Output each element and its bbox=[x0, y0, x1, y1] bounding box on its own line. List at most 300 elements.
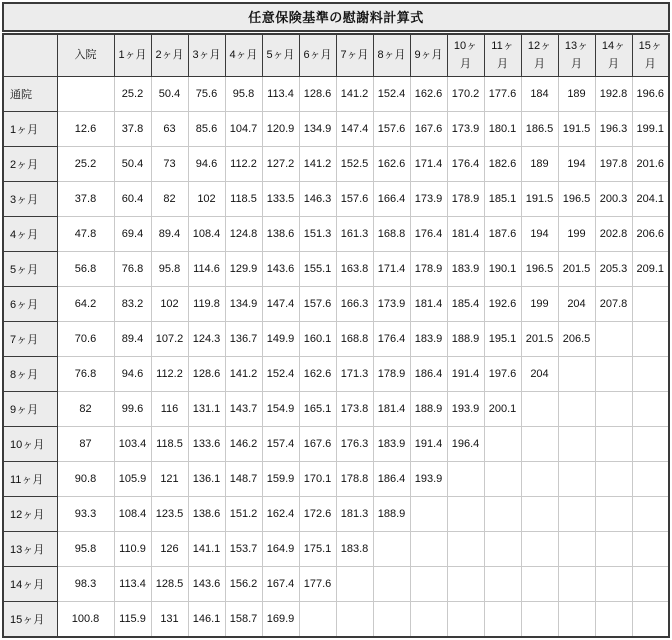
table-cell bbox=[447, 532, 484, 567]
table-cell: 192.8 bbox=[595, 77, 632, 112]
table-cell bbox=[57, 77, 114, 112]
table-cell: 167.4 bbox=[262, 567, 299, 602]
table-cell: 107.2 bbox=[151, 322, 188, 357]
table-cell bbox=[632, 497, 669, 532]
table-cell: 121 bbox=[151, 462, 188, 497]
table-cell bbox=[521, 532, 558, 567]
table-cell: 110.9 bbox=[114, 532, 151, 567]
table-cell: 188.9 bbox=[447, 322, 484, 357]
table-cell: 141.2 bbox=[225, 357, 262, 392]
table-cell: 123.5 bbox=[151, 497, 188, 532]
table-cell bbox=[632, 322, 669, 357]
table-cell: 162.4 bbox=[262, 497, 299, 532]
table-cell: 207.8 bbox=[595, 287, 632, 322]
table-cell: 87 bbox=[57, 427, 114, 462]
table-cell: 73 bbox=[151, 147, 188, 182]
table-cell: 164.9 bbox=[262, 532, 299, 567]
table-cell bbox=[336, 567, 373, 602]
table-cell: 204 bbox=[521, 357, 558, 392]
table-cell: 152.4 bbox=[373, 77, 410, 112]
table-cell bbox=[632, 287, 669, 322]
table-cell: 93.3 bbox=[57, 497, 114, 532]
table-cell bbox=[484, 497, 521, 532]
row-label-13: 13ヶ月 bbox=[3, 532, 57, 567]
table-cell: 56.8 bbox=[57, 252, 114, 287]
table-cell bbox=[595, 567, 632, 602]
table-cell: 170.2 bbox=[447, 77, 484, 112]
table-cell: 178.9 bbox=[373, 357, 410, 392]
table-cell: 82 bbox=[151, 182, 188, 217]
column-header-1: 1ヶ月 bbox=[114, 34, 151, 77]
table-cell: 187.6 bbox=[484, 217, 521, 252]
table-cell: 102 bbox=[188, 182, 225, 217]
table-cell: 196.5 bbox=[558, 182, 595, 217]
row-label-14: 14ヶ月 bbox=[3, 567, 57, 602]
table-cell: 149.9 bbox=[262, 322, 299, 357]
column-header-11: 11ヶ月 bbox=[484, 34, 521, 77]
table-cell: 176.4 bbox=[447, 147, 484, 182]
table-cell: 116 bbox=[151, 392, 188, 427]
table-cell bbox=[558, 532, 595, 567]
table-cell: 157.6 bbox=[299, 287, 336, 322]
table-cell: 104.7 bbox=[225, 112, 262, 147]
table-cell: 143.6 bbox=[262, 252, 299, 287]
row-label-3: 3ヶ月 bbox=[3, 182, 57, 217]
column-header-7: 7ヶ月 bbox=[336, 34, 373, 77]
table-cell: 147.4 bbox=[336, 112, 373, 147]
column-header-0: 入院 bbox=[57, 34, 114, 77]
table-cell bbox=[558, 357, 595, 392]
table-cell: 94.6 bbox=[114, 357, 151, 392]
table-row-1 bbox=[3, 112, 669, 147]
table-cell: 95.8 bbox=[225, 77, 262, 112]
table-cell: 50.4 bbox=[114, 147, 151, 182]
table-cell: 138.6 bbox=[188, 497, 225, 532]
table-cell: 141.2 bbox=[336, 77, 373, 112]
table-cell: 155.1 bbox=[299, 252, 336, 287]
table-cell bbox=[447, 602, 484, 638]
table-cell: 85.6 bbox=[188, 112, 225, 147]
table-cell: 170.1 bbox=[299, 462, 336, 497]
table-cell: 172.6 bbox=[299, 497, 336, 532]
column-header-2: 2ヶ月 bbox=[151, 34, 188, 77]
table-cell: 171.3 bbox=[336, 357, 373, 392]
table-cell: 89.4 bbox=[114, 322, 151, 357]
table-cell bbox=[521, 602, 558, 638]
table-cell: 134.9 bbox=[299, 112, 336, 147]
table-cell bbox=[595, 497, 632, 532]
table-cell: 191.4 bbox=[410, 427, 447, 462]
table-cell: 183.8 bbox=[336, 532, 373, 567]
table-cell bbox=[595, 357, 632, 392]
table-cell: 183.9 bbox=[410, 322, 447, 357]
table-cell bbox=[484, 532, 521, 567]
table-cell: 25.2 bbox=[57, 147, 114, 182]
table-cell bbox=[447, 462, 484, 497]
row-label-15: 15ヶ月 bbox=[3, 602, 57, 638]
table-cell: 112.2 bbox=[225, 147, 262, 182]
row-label-10: 10ヶ月 bbox=[3, 427, 57, 462]
table-cell: 138.6 bbox=[262, 217, 299, 252]
table-cell: 191.5 bbox=[558, 112, 595, 147]
table-cell: 197.8 bbox=[595, 147, 632, 182]
table-cell: 201.5 bbox=[558, 252, 595, 287]
table-cell bbox=[632, 462, 669, 497]
table-cell: 108.4 bbox=[114, 497, 151, 532]
table-cell: 199.1 bbox=[632, 112, 669, 147]
row-label-6: 6ヶ月 bbox=[3, 287, 57, 322]
table-cell: 176.3 bbox=[336, 427, 373, 462]
table-cell: 200.3 bbox=[595, 182, 632, 217]
table-cell: 99.6 bbox=[114, 392, 151, 427]
table-cell: 173.9 bbox=[373, 287, 410, 322]
table-cell bbox=[595, 322, 632, 357]
table-cell: 157.4 bbox=[262, 427, 299, 462]
row-label-1: 1ヶ月 bbox=[3, 112, 57, 147]
table-cell bbox=[447, 567, 484, 602]
table-cell: 177.6 bbox=[484, 77, 521, 112]
table-cell: 168.8 bbox=[336, 322, 373, 357]
table-cell: 206.6 bbox=[632, 217, 669, 252]
table-title: 任意保険基準の慰謝料計算式 bbox=[2, 2, 670, 32]
table-cell: 131 bbox=[151, 602, 188, 638]
table-cell: 50.4 bbox=[151, 77, 188, 112]
table-cell: 82 bbox=[57, 392, 114, 427]
table-cell: 181.4 bbox=[447, 217, 484, 252]
table-row-3 bbox=[3, 182, 669, 217]
table-cell: 129.9 bbox=[225, 252, 262, 287]
column-header-13: 13ヶ月 bbox=[558, 34, 595, 77]
table-cell bbox=[484, 567, 521, 602]
table-cell: 157.6 bbox=[373, 112, 410, 147]
table-cell: 118.5 bbox=[151, 427, 188, 462]
table-cell: 196.3 bbox=[595, 112, 632, 147]
table-row-8 bbox=[3, 357, 669, 392]
table-cell: 209.1 bbox=[632, 252, 669, 287]
table-cell: 184 bbox=[521, 77, 558, 112]
column-header-9: 9ヶ月 bbox=[410, 34, 447, 77]
table-cell: 162.6 bbox=[299, 357, 336, 392]
table-cell: 158.7 bbox=[225, 602, 262, 638]
table-cell: 204.1 bbox=[632, 182, 669, 217]
table-cell: 171.4 bbox=[410, 147, 447, 182]
row-label-9: 9ヶ月 bbox=[3, 392, 57, 427]
table-cell: 127.2 bbox=[262, 147, 299, 182]
table-cell: 143.6 bbox=[188, 567, 225, 602]
table-cell: 47.8 bbox=[57, 217, 114, 252]
table-cell bbox=[632, 357, 669, 392]
table-row-15 bbox=[3, 602, 669, 638]
table-cell: 171.4 bbox=[373, 252, 410, 287]
table-cell: 12.6 bbox=[57, 112, 114, 147]
table-cell bbox=[632, 427, 669, 462]
table-cell bbox=[373, 532, 410, 567]
table-cell: 128.6 bbox=[188, 357, 225, 392]
table-cell: 165.1 bbox=[299, 392, 336, 427]
row-label-2: 2ヶ月 bbox=[3, 147, 57, 182]
table-cell: 136.1 bbox=[188, 462, 225, 497]
table-cell: 146.3 bbox=[299, 182, 336, 217]
table-cell bbox=[595, 392, 632, 427]
table-cell: 63 bbox=[151, 112, 188, 147]
table-cell: 76.8 bbox=[57, 357, 114, 392]
table-cell: 202.8 bbox=[595, 217, 632, 252]
table-cell: 160.1 bbox=[299, 322, 336, 357]
table-cell: 95.8 bbox=[57, 532, 114, 567]
table-cell: 173.9 bbox=[410, 182, 447, 217]
table-cell: 196.4 bbox=[447, 427, 484, 462]
table-cell bbox=[632, 532, 669, 567]
table-cell: 178.8 bbox=[336, 462, 373, 497]
table-cell: 94.6 bbox=[188, 147, 225, 182]
table-cell bbox=[447, 497, 484, 532]
table-cell: 192.6 bbox=[484, 287, 521, 322]
table-cell: 133.6 bbox=[188, 427, 225, 462]
table-cell: 131.1 bbox=[188, 392, 225, 427]
table-cell bbox=[632, 602, 669, 638]
table-cell: 151.3 bbox=[299, 217, 336, 252]
table-cell: 37.8 bbox=[57, 182, 114, 217]
table-cell: 133.5 bbox=[262, 182, 299, 217]
table-cell: 201.5 bbox=[521, 322, 558, 357]
table-cell bbox=[336, 602, 373, 638]
table-cell: 64.2 bbox=[57, 287, 114, 322]
table-cell: 118.5 bbox=[225, 182, 262, 217]
table-cell: 163.8 bbox=[336, 252, 373, 287]
table-row-9 bbox=[3, 392, 669, 427]
table-cell: 194 bbox=[558, 147, 595, 182]
table-cell: 199 bbox=[558, 217, 595, 252]
table-cell: 136.7 bbox=[225, 322, 262, 357]
table-cell bbox=[558, 497, 595, 532]
table-row-13 bbox=[3, 532, 669, 567]
table-cell: 189 bbox=[521, 147, 558, 182]
table-cell bbox=[484, 427, 521, 462]
header-row bbox=[3, 34, 669, 77]
table-cell: 114.6 bbox=[188, 252, 225, 287]
table-cell: 185.1 bbox=[484, 182, 521, 217]
table-row-2 bbox=[3, 147, 669, 182]
table-cell bbox=[373, 567, 410, 602]
table-cell: 176.4 bbox=[410, 217, 447, 252]
table-cell: 146.1 bbox=[188, 602, 225, 638]
row-label-7: 7ヶ月 bbox=[3, 322, 57, 357]
table-cell: 177.6 bbox=[299, 567, 336, 602]
table-cell: 112.2 bbox=[151, 357, 188, 392]
table-cell: 102 bbox=[151, 287, 188, 322]
table-row-5 bbox=[3, 252, 669, 287]
table-cell: 98.3 bbox=[57, 567, 114, 602]
table-cell: 167.6 bbox=[299, 427, 336, 462]
table-cell: 173.9 bbox=[447, 112, 484, 147]
table-cell: 126 bbox=[151, 532, 188, 567]
column-header-3: 3ヶ月 bbox=[188, 34, 225, 77]
table-cell: 75.6 bbox=[188, 77, 225, 112]
row-label-0: 通院 bbox=[3, 77, 57, 112]
table-cell: 183.9 bbox=[447, 252, 484, 287]
table-cell: 190.1 bbox=[484, 252, 521, 287]
table-cell bbox=[595, 462, 632, 497]
table-cell bbox=[410, 567, 447, 602]
column-header-10: 10ヶ月 bbox=[447, 34, 484, 77]
table-cell: 188.9 bbox=[373, 497, 410, 532]
column-header-8: 8ヶ月 bbox=[373, 34, 410, 77]
table-cell: 178.9 bbox=[410, 252, 447, 287]
table-cell: 169.9 bbox=[262, 602, 299, 638]
table-cell: 70.6 bbox=[57, 322, 114, 357]
table-body bbox=[3, 77, 669, 638]
table-cell: 113.4 bbox=[262, 77, 299, 112]
table-cell: 146.2 bbox=[225, 427, 262, 462]
table-cell: 182.6 bbox=[484, 147, 521, 182]
table-cell: 115.9 bbox=[114, 602, 151, 638]
table-cell: 168.8 bbox=[373, 217, 410, 252]
table-cell bbox=[558, 462, 595, 497]
table-cell: 154.9 bbox=[262, 392, 299, 427]
table-cell bbox=[632, 567, 669, 602]
table-cell: 186.5 bbox=[521, 112, 558, 147]
column-header-14: 14ヶ月 bbox=[595, 34, 632, 77]
table-cell bbox=[484, 602, 521, 638]
table-cell: 60.4 bbox=[114, 182, 151, 217]
table-cell bbox=[521, 567, 558, 602]
row-label-12: 12ヶ月 bbox=[3, 497, 57, 532]
column-header-12: 12ヶ月 bbox=[521, 34, 558, 77]
table-cell: 206.5 bbox=[558, 322, 595, 357]
row-label-5: 5ヶ月 bbox=[3, 252, 57, 287]
table-row-0 bbox=[3, 77, 669, 112]
table-cell: 181.4 bbox=[373, 392, 410, 427]
table-cell: 195.1 bbox=[484, 322, 521, 357]
table-row-12 bbox=[3, 497, 669, 532]
table-cell: 119.8 bbox=[188, 287, 225, 322]
table-cell: 113.4 bbox=[114, 567, 151, 602]
table-cell: 186.4 bbox=[410, 357, 447, 392]
table-cell: 196.5 bbox=[521, 252, 558, 287]
table-cell: 193.9 bbox=[447, 392, 484, 427]
table-cell bbox=[521, 427, 558, 462]
table-cell: 151.2 bbox=[225, 497, 262, 532]
table-cell bbox=[521, 392, 558, 427]
table-cell: 152.4 bbox=[262, 357, 299, 392]
table-cell: 69.4 bbox=[114, 217, 151, 252]
table-cell: 191.4 bbox=[447, 357, 484, 392]
table-cell: 124.8 bbox=[225, 217, 262, 252]
table-cell: 100.8 bbox=[57, 602, 114, 638]
table-cell: 188.9 bbox=[410, 392, 447, 427]
table-cell: 181.3 bbox=[336, 497, 373, 532]
table-cell: 105.9 bbox=[114, 462, 151, 497]
row-label-4: 4ヶ月 bbox=[3, 217, 57, 252]
table-cell bbox=[558, 602, 595, 638]
table-cell: 196.6 bbox=[632, 77, 669, 112]
table-cell: 166.3 bbox=[336, 287, 373, 322]
table-cell: 183.9 bbox=[373, 427, 410, 462]
table-cell bbox=[410, 497, 447, 532]
table-cell: 95.8 bbox=[151, 252, 188, 287]
table-cell bbox=[521, 497, 558, 532]
row-label-11: 11ヶ月 bbox=[3, 462, 57, 497]
table-cell: 181.4 bbox=[410, 287, 447, 322]
row-label-8: 8ヶ月 bbox=[3, 357, 57, 392]
table-cell: 162.6 bbox=[373, 147, 410, 182]
table-cell: 90.8 bbox=[57, 462, 114, 497]
corner-cell bbox=[3, 34, 57, 77]
table-cell: 173.8 bbox=[336, 392, 373, 427]
table-cell: 157.6 bbox=[336, 182, 373, 217]
table-cell bbox=[595, 427, 632, 462]
table-cell bbox=[595, 602, 632, 638]
table-row-10 bbox=[3, 427, 669, 462]
table-cell bbox=[595, 532, 632, 567]
table-cell bbox=[299, 602, 336, 638]
table-cell: 185.4 bbox=[447, 287, 484, 322]
table-cell: 120.9 bbox=[262, 112, 299, 147]
table-row-4 bbox=[3, 217, 669, 252]
table-cell: 147.4 bbox=[262, 287, 299, 322]
table-header bbox=[3, 34, 669, 77]
table-cell: 148.7 bbox=[225, 462, 262, 497]
table-cell: 180.1 bbox=[484, 112, 521, 147]
table-cell: 199 bbox=[521, 287, 558, 322]
table-cell: 37.8 bbox=[114, 112, 151, 147]
table-row-14 bbox=[3, 567, 669, 602]
compensation-table bbox=[2, 33, 670, 638]
table-cell bbox=[373, 602, 410, 638]
table-cell: 201.6 bbox=[632, 147, 669, 182]
table-cell: 205.3 bbox=[595, 252, 632, 287]
table-row-7 bbox=[3, 322, 669, 357]
column-header-6: 6ヶ月 bbox=[299, 34, 336, 77]
table-cell: 141.2 bbox=[299, 147, 336, 182]
table-cell: 153.7 bbox=[225, 532, 262, 567]
table-cell: 178.9 bbox=[447, 182, 484, 217]
table-cell bbox=[410, 602, 447, 638]
table-cell: 134.9 bbox=[225, 287, 262, 322]
table-cell: 193.9 bbox=[410, 462, 447, 497]
table-cell: 128.5 bbox=[151, 567, 188, 602]
table-cell bbox=[558, 427, 595, 462]
table-cell: 189 bbox=[558, 77, 595, 112]
table-cell: 83.2 bbox=[114, 287, 151, 322]
table-cell bbox=[484, 462, 521, 497]
table-row-11 bbox=[3, 462, 669, 497]
table-cell: 103.4 bbox=[114, 427, 151, 462]
table-cell: 141.1 bbox=[188, 532, 225, 567]
table-cell: 76.8 bbox=[114, 252, 151, 287]
table-cell bbox=[521, 462, 558, 497]
table-cell bbox=[558, 392, 595, 427]
table-cell: 143.7 bbox=[225, 392, 262, 427]
table-cell: 166.4 bbox=[373, 182, 410, 217]
table-cell bbox=[558, 567, 595, 602]
column-header-4: 4ヶ月 bbox=[225, 34, 262, 77]
table-cell: 191.5 bbox=[521, 182, 558, 217]
table-cell: 194 bbox=[521, 217, 558, 252]
table-cell: 204 bbox=[558, 287, 595, 322]
column-header-5: 5ヶ月 bbox=[262, 34, 299, 77]
table-cell: 124.3 bbox=[188, 322, 225, 357]
table-row-6 bbox=[3, 287, 669, 322]
table-cell: 200.1 bbox=[484, 392, 521, 427]
table-cell: 175.1 bbox=[299, 532, 336, 567]
table-cell: 25.2 bbox=[114, 77, 151, 112]
table-cell bbox=[410, 532, 447, 567]
table-cell: 167.6 bbox=[410, 112, 447, 147]
table-cell: 176.4 bbox=[373, 322, 410, 357]
table-cell bbox=[632, 392, 669, 427]
table-cell: 152.5 bbox=[336, 147, 373, 182]
